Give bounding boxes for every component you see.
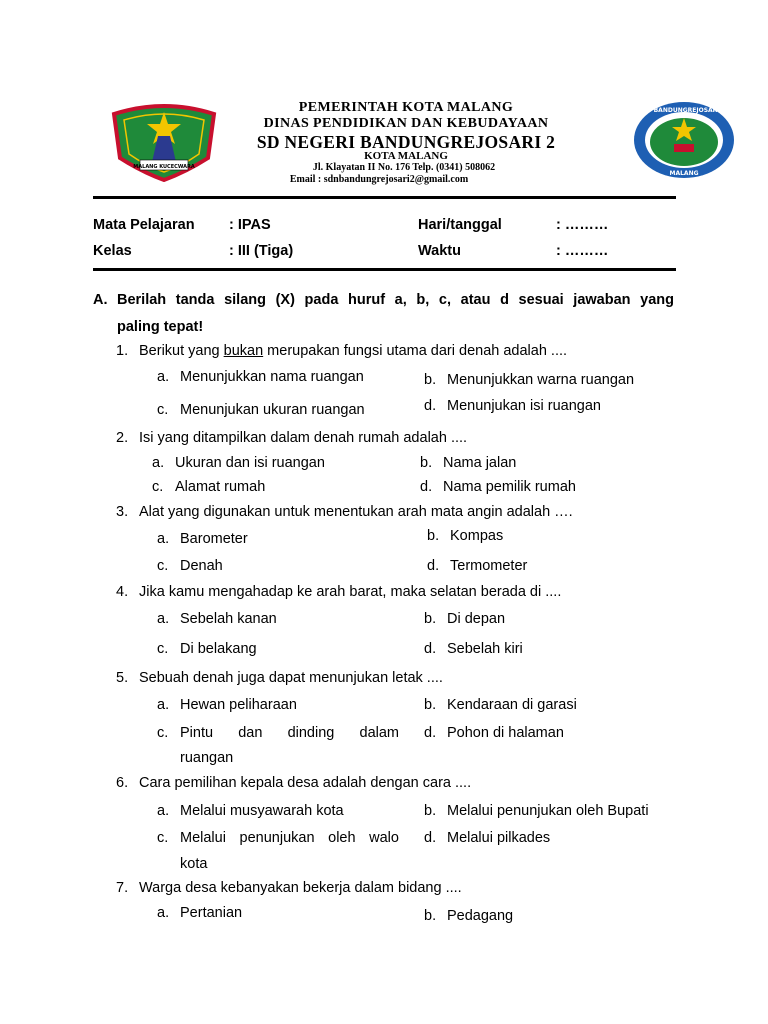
section-instruction-cont: paling tepat! (117, 319, 204, 335)
time-label: Waktu (418, 243, 461, 259)
time-value: : ……… (556, 243, 609, 259)
day-label: Hari/tanggal (418, 217, 502, 233)
subject-label: Mata Pelajaran (93, 217, 195, 233)
option-5c-cont: ruangan (180, 750, 234, 766)
section-letter: A. (93, 292, 108, 308)
school-emblem-ring-text: SD BANDUNGREJOSARI 2 (642, 107, 726, 114)
school-emblem-bottom-text: MALANG (669, 170, 699, 177)
class-value: : III (Tiga) (229, 243, 294, 259)
kop-school-name: SD NEGERI BANDUNGREJOSARI 2 (256, 132, 556, 152)
header-divider (93, 196, 676, 199)
info-divider (93, 268, 676, 271)
section-instruction: Berilah tanda silang (X) pada huruf a, b, c, atau d sesuai jawaban yang (117, 292, 674, 308)
kop-email: Email : sdnbandungrejosari2@gmail.com (289, 174, 469, 185)
emblem-banner-text: MALANG KUCECWARA (133, 164, 195, 170)
kop-city: KOTA MALANG (364, 150, 448, 162)
kop-address: Jl. Klayatan II No. 176 Telp. (0341) 508062 (312, 162, 496, 173)
option-6c-cont: kota (180, 856, 208, 872)
question-text: Berikut yang bukan merupakan fungsi utama dari denah adalah .... (139, 343, 568, 359)
kop-department: DINAS PENDIDIKAN DAN KEBUDAYAAN (263, 116, 549, 131)
question-number: 1. (116, 343, 129, 359)
day-value: : ……… (556, 217, 609, 233)
class-label: Kelas (93, 243, 132, 259)
subject-value: : IPAS (229, 217, 271, 233)
kop-government: PEMERINTAH KOTA MALANG (298, 100, 514, 115)
